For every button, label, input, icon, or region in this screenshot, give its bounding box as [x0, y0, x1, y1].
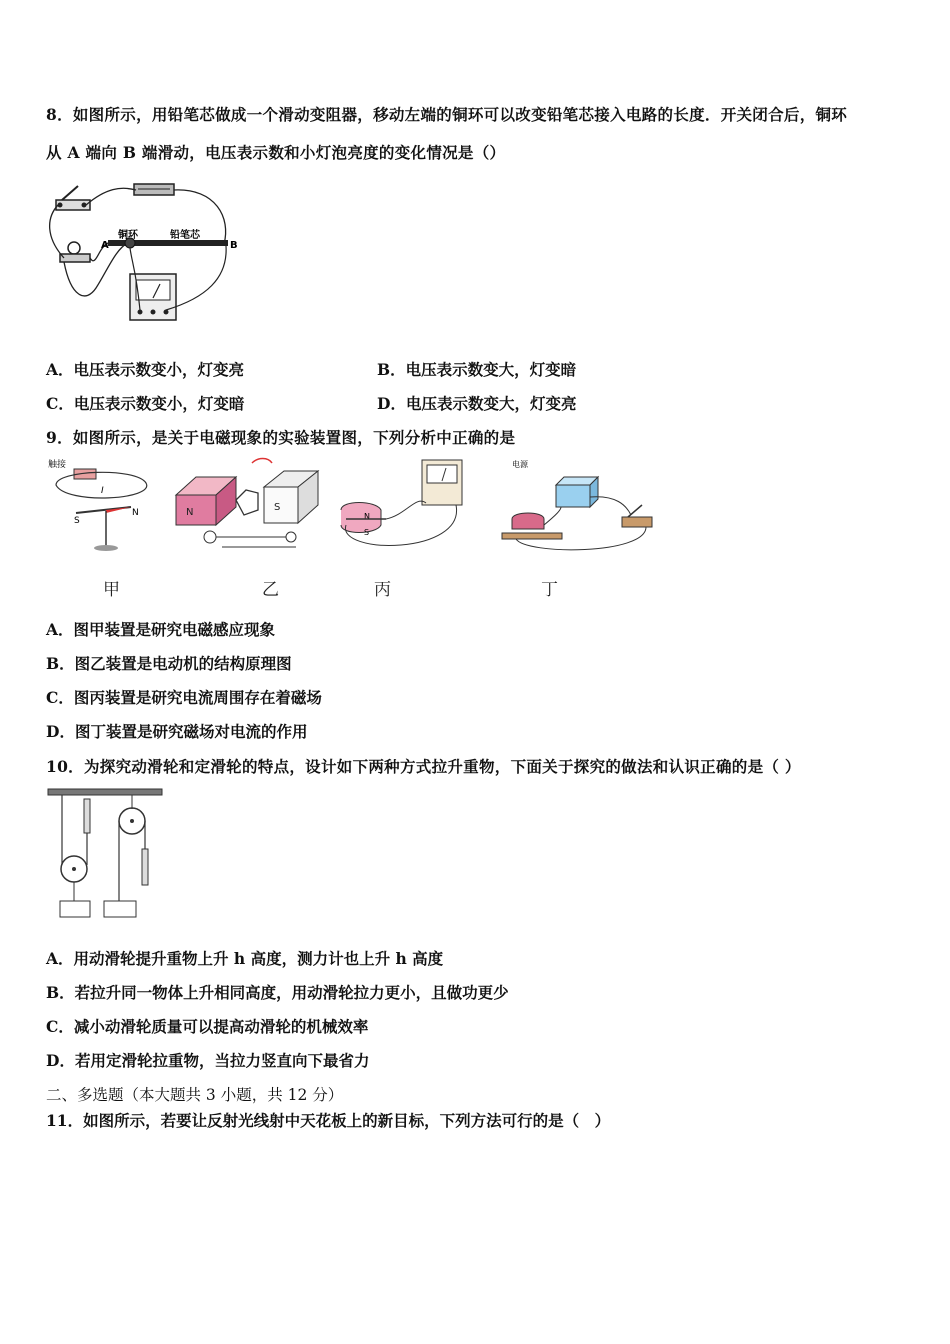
figure-jia — [48, 458, 147, 551]
q9-option-d[interactable]: D．图丁装置是研究磁场对电流的作用 — [46, 722, 308, 741]
svg-text:S: S — [274, 502, 281, 513]
q9-figures — [46, 455, 666, 560]
weight-block-right — [104, 901, 136, 917]
voltmeter-icon — [130, 274, 176, 320]
ceiling-beam — [48, 789, 162, 795]
q11-stem: 11．如图所示，若要让反射光线射中天花板上的新目标，下列方法可行的是（ ） — [46, 1111, 611, 1130]
q9-option-a[interactable]: A．图甲装置是研究电磁感应现象 — [46, 620, 276, 639]
q8-option-d[interactable]: D．电压表示数变大，灯变亮 — [377, 394, 577, 413]
svg-text:S: S — [74, 516, 80, 526]
battery-icon — [134, 184, 174, 195]
svg-text:电源: 电源 — [512, 460, 528, 469]
q8-stem-line1: 8．如图所示，用铅笔芯做成一个滑动变阻器，移动左端的铜环可以改变铅笔芯接入电路的长度．开关闭合后，铜环 — [46, 105, 848, 124]
q10-option-b[interactable]: B．若拉升同一物体上升相同高度，用动滑轮拉力更小，且做功更少 — [46, 983, 509, 1002]
figure-bing — [341, 460, 462, 545]
svg-text:触接: 触接 — [48, 460, 67, 470]
svg-text:N: N — [186, 507, 194, 518]
caption-ding: 丁 — [541, 580, 558, 600]
q9-option-b[interactable]: B．图乙装置是电动机的结构原理图 — [46, 654, 292, 673]
spring-scale-icon — [84, 799, 90, 833]
caption-jia: 甲 — [103, 580, 120, 600]
figure-yi — [176, 459, 318, 548]
spring-scale-icon-2 — [142, 849, 148, 885]
svg-text:S: S — [364, 528, 370, 537]
end-a-label: A — [101, 240, 109, 251]
section-2-heading: 二、多选题（本大题共 3 小题，共 12 分） — [46, 1086, 344, 1104]
svg-text:N: N — [364, 512, 370, 521]
q8-option-b[interactable]: B．电压表示数变大，灯变暗 — [377, 360, 577, 379]
q10-option-a[interactable]: A．用动滑轮提升重物上升 h 高度，测力计也上升 h 高度 — [46, 949, 444, 968]
svg-text:I: I — [101, 486, 104, 496]
lamp-icon — [60, 242, 90, 262]
q10-stem: 10．为探究动滑轮和定滑轮的特点，设计如下两种方式拉升重物，下面关于探究的做法和认识正确的是（ ） — [46, 757, 801, 776]
q8-option-c[interactable]: C．电压表示数变小，灯变暗 — [46, 394, 245, 413]
figure-ding — [502, 459, 652, 550]
q8-stem-line2: 从 A 端向 B 端滑动，电压表示数和小灯泡亮度的变化情况是（） — [46, 143, 506, 162]
q10-pulley-figure — [46, 785, 166, 920]
q10-option-d[interactable]: D．若用定滑轮拉重物，当拉力竖直向下最省力 — [46, 1051, 370, 1070]
q10-option-c[interactable]: C．减小动滑轮质量可以提高动滑轮的机械效率 — [46, 1017, 369, 1036]
weight-block-left — [60, 901, 90, 917]
pencil-lead-label: 铅笔芯 — [170, 230, 200, 241]
q9-stem: 9．如图所示，是关于电磁现象的实验装置图，下列分析中正确的是 — [46, 428, 516, 447]
caption-bing: 丙 — [374, 580, 391, 600]
copper-ring-label: 铜环 — [118, 230, 138, 241]
caption-yi: 乙 — [262, 580, 279, 600]
q8-circuit-figure — [46, 178, 246, 328]
q8-option-a[interactable]: A．电压表示数变小，灯变亮 — [46, 360, 245, 379]
svg-text:N: N — [132, 508, 139, 518]
switch-icon — [56, 186, 90, 210]
end-b-label: B — [230, 240, 238, 251]
q9-option-c[interactable]: C．图丙装置是研究电流周围存在着磁场 — [46, 688, 322, 707]
